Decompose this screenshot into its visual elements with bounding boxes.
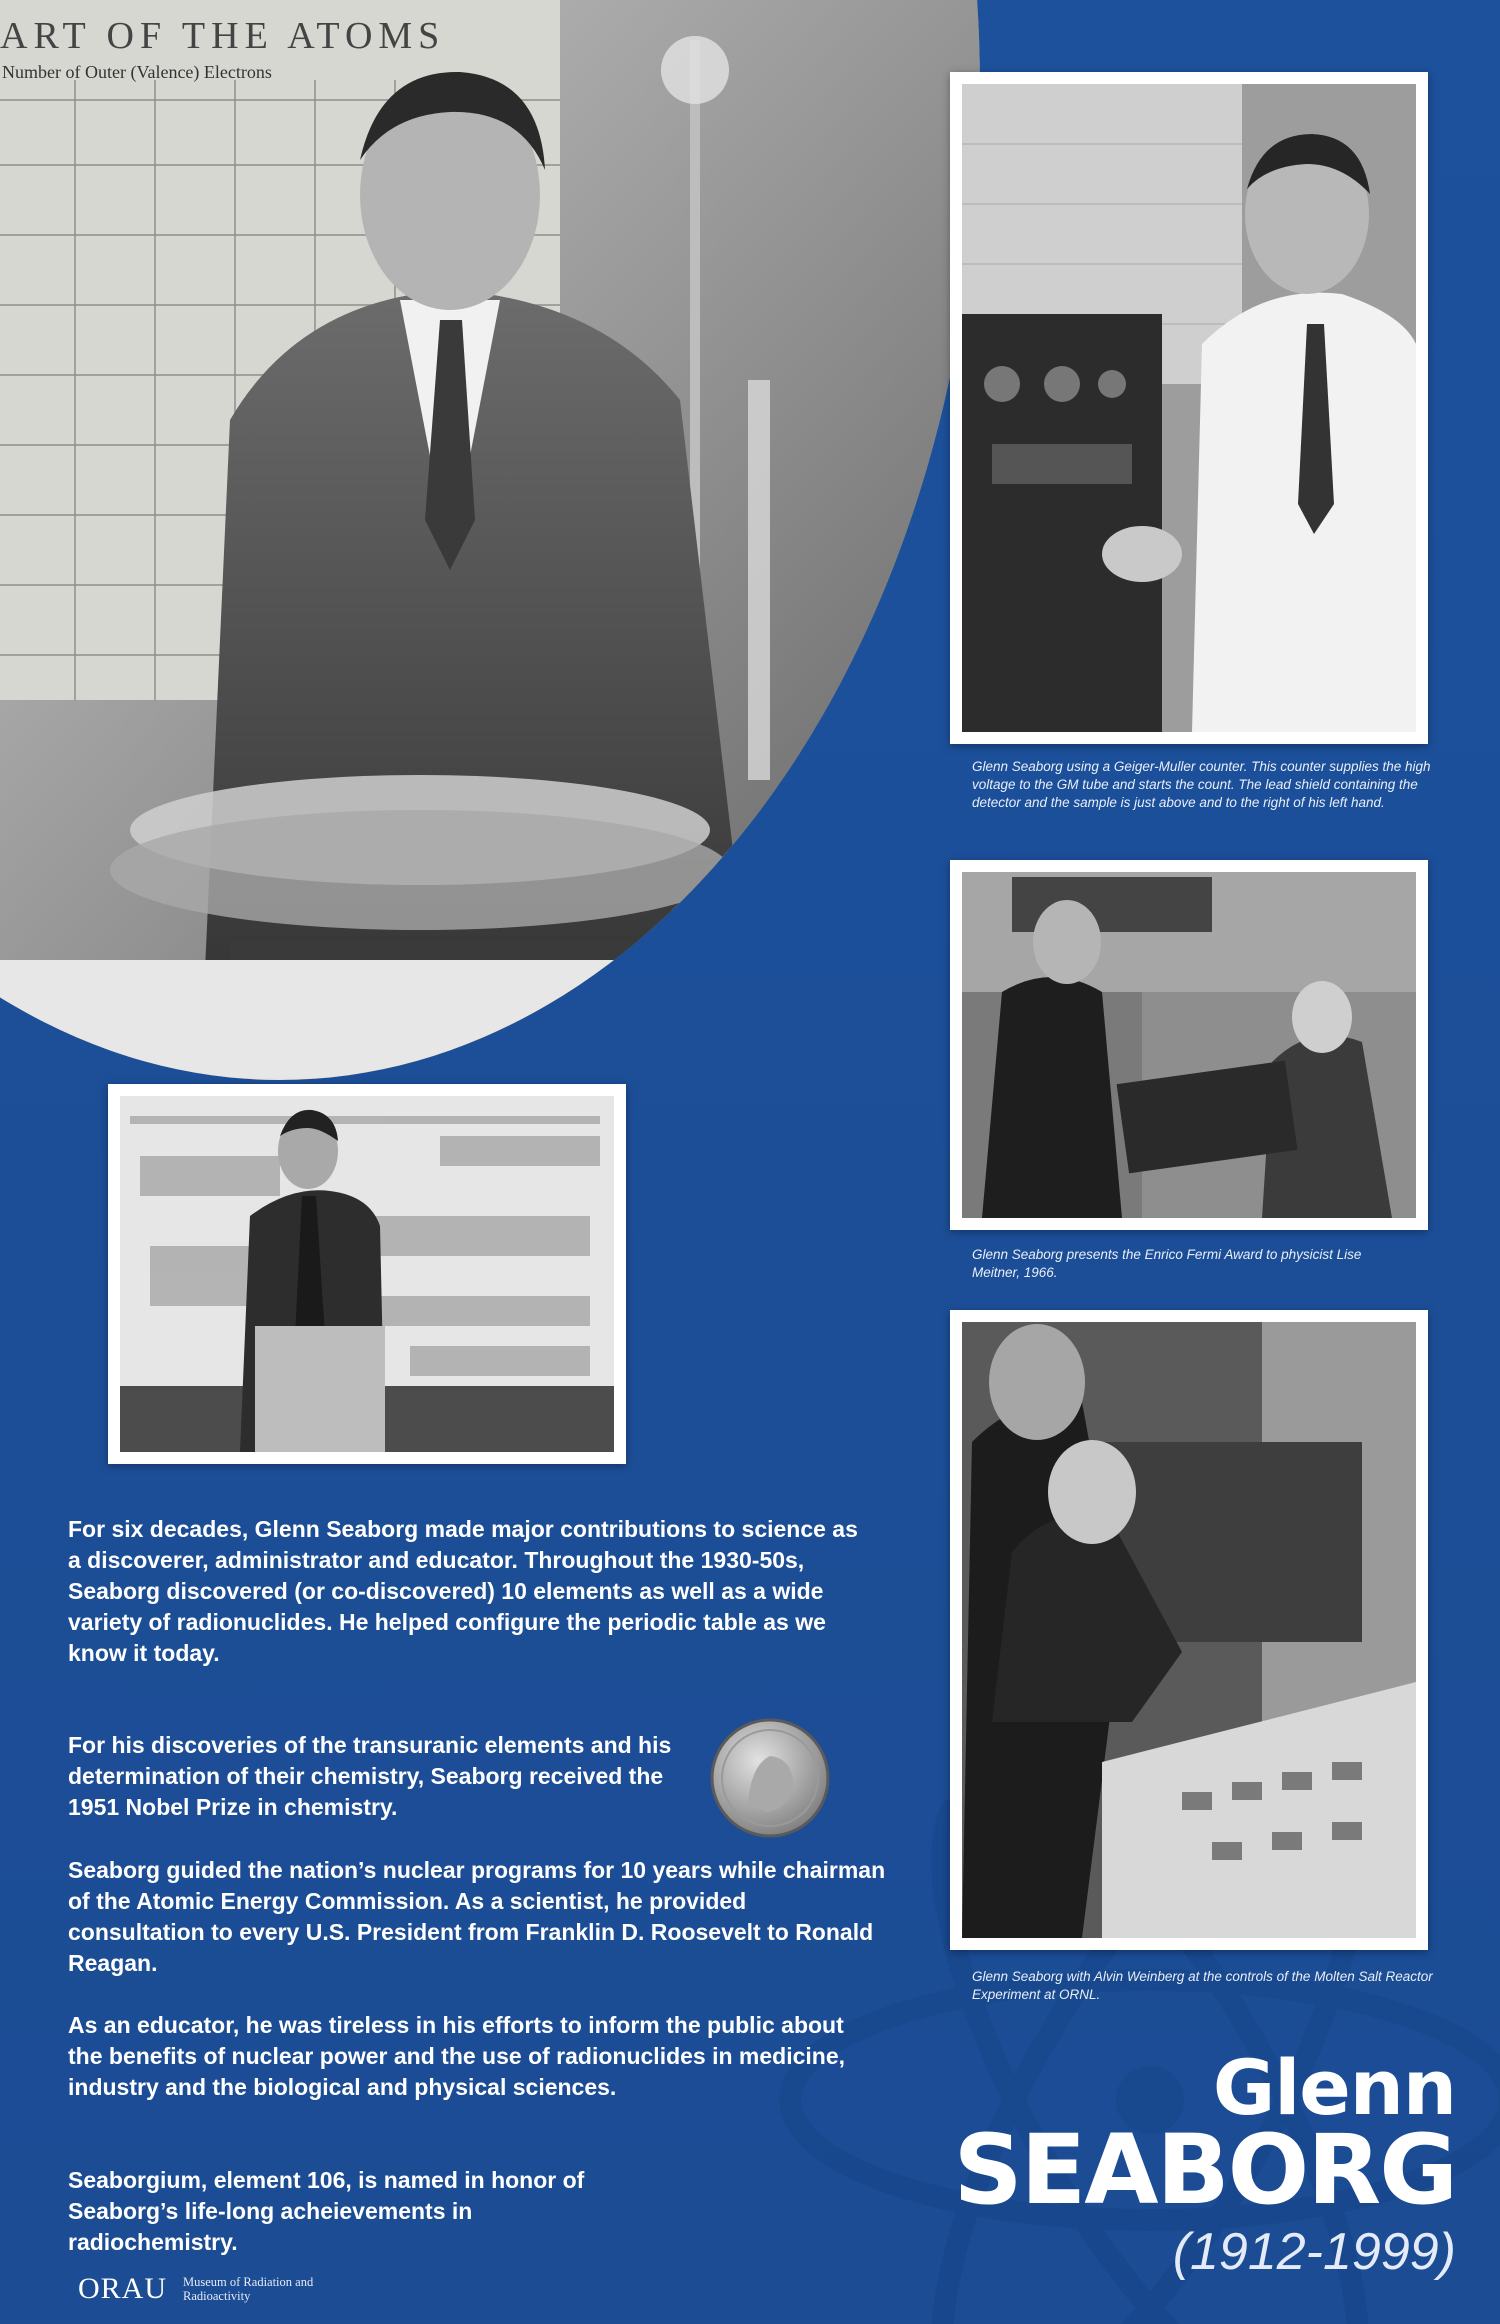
fermi-award-caption: Glenn Seaborg presents the Enrico Fermi Award to physicist Lise Meitner, 1966. <box>972 1247 1362 1280</box>
orau-logo <box>78 2272 323 2306</box>
hero-chart-sub: Number of Outer (Valence) Electrons <box>2 62 272 82</box>
fermi-award-photo-frame <box>950 860 1428 1230</box>
title-last-name: SEABORG <box>953 2114 1456 2226</box>
hero-photo <box>0 0 980 1080</box>
periodic-wall-photo <box>120 1096 614 1452</box>
body-paragraph-1: For six decades, Glenn Seaborg made major contributions to science as a discoverer, administrator and educator. Throughout the 1930-50s, Seaborg discovered (or co-discovered) 10 elements as well as a wide variety of radionuclides. He helped configure the periodic table as we know it today. <box>68 1516 858 1666</box>
body-paragraph-3: Seaborg guided the nation’s nuclear programs for 10 years while chairman of the Atomic Energy Commission. As a scientist, he provided consultation to every U.S. President from Franklin D. Roosevelt to Ronald Reagan. <box>68 1857 886 1976</box>
museum-name: Museum of Radiation and Radioactivity <box>183 2275 314 2303</box>
body-paragraph-2: For his discoveries of the transuranic elements and his determination of their chemistry, Seaborg received the 1951 Nobel Prize in chemistry. <box>68 1732 672 1820</box>
body-paragraph-4: As an educator, he was tireless in his efforts to inform the public about the benefits of nuclear power and the use of radionuclides in medicine, industry and the biological and physical sciences. <box>68 2012 846 2100</box>
body-paragraph-5: Seaborgium, element 106, is named in honor of Seaborg’s life-long acheievements in radiochemistry. <box>68 2167 585 2255</box>
title-first-name: Glenn <box>1212 2043 1456 2132</box>
nobel-medal-icon <box>708 1716 832 1840</box>
hero-chart-label: ART OF THE ATOMS <box>0 15 446 57</box>
title-years: (1912-1999) <box>1172 2223 1456 2281</box>
geiger-caption: Glenn Seaborg using a Geiger-Muller counter. This counter supplies the high voltage to the GM tube and starts the count. The lead shield containing the detector and the sample is just above and to the right of his left hand. <box>972 759 1431 810</box>
geiger-photo <box>962 84 1416 732</box>
periodic-wall-photo-frame <box>108 1084 626 1464</box>
orau-wordmark: ORAU <box>78 2272 168 2305</box>
geiger-photo-frame <box>950 72 1428 744</box>
weinberg-photo <box>962 1322 1416 1938</box>
hero-photo-frame <box>0 0 980 1080</box>
weinberg-caption: Glenn Seaborg with Alvin Weinberg at the controls of the Molten Salt Reactor Experiment at ORNL. <box>972 1969 1433 2002</box>
fermi-award-photo <box>962 872 1416 1218</box>
weinberg-photo-frame <box>950 1310 1428 1950</box>
